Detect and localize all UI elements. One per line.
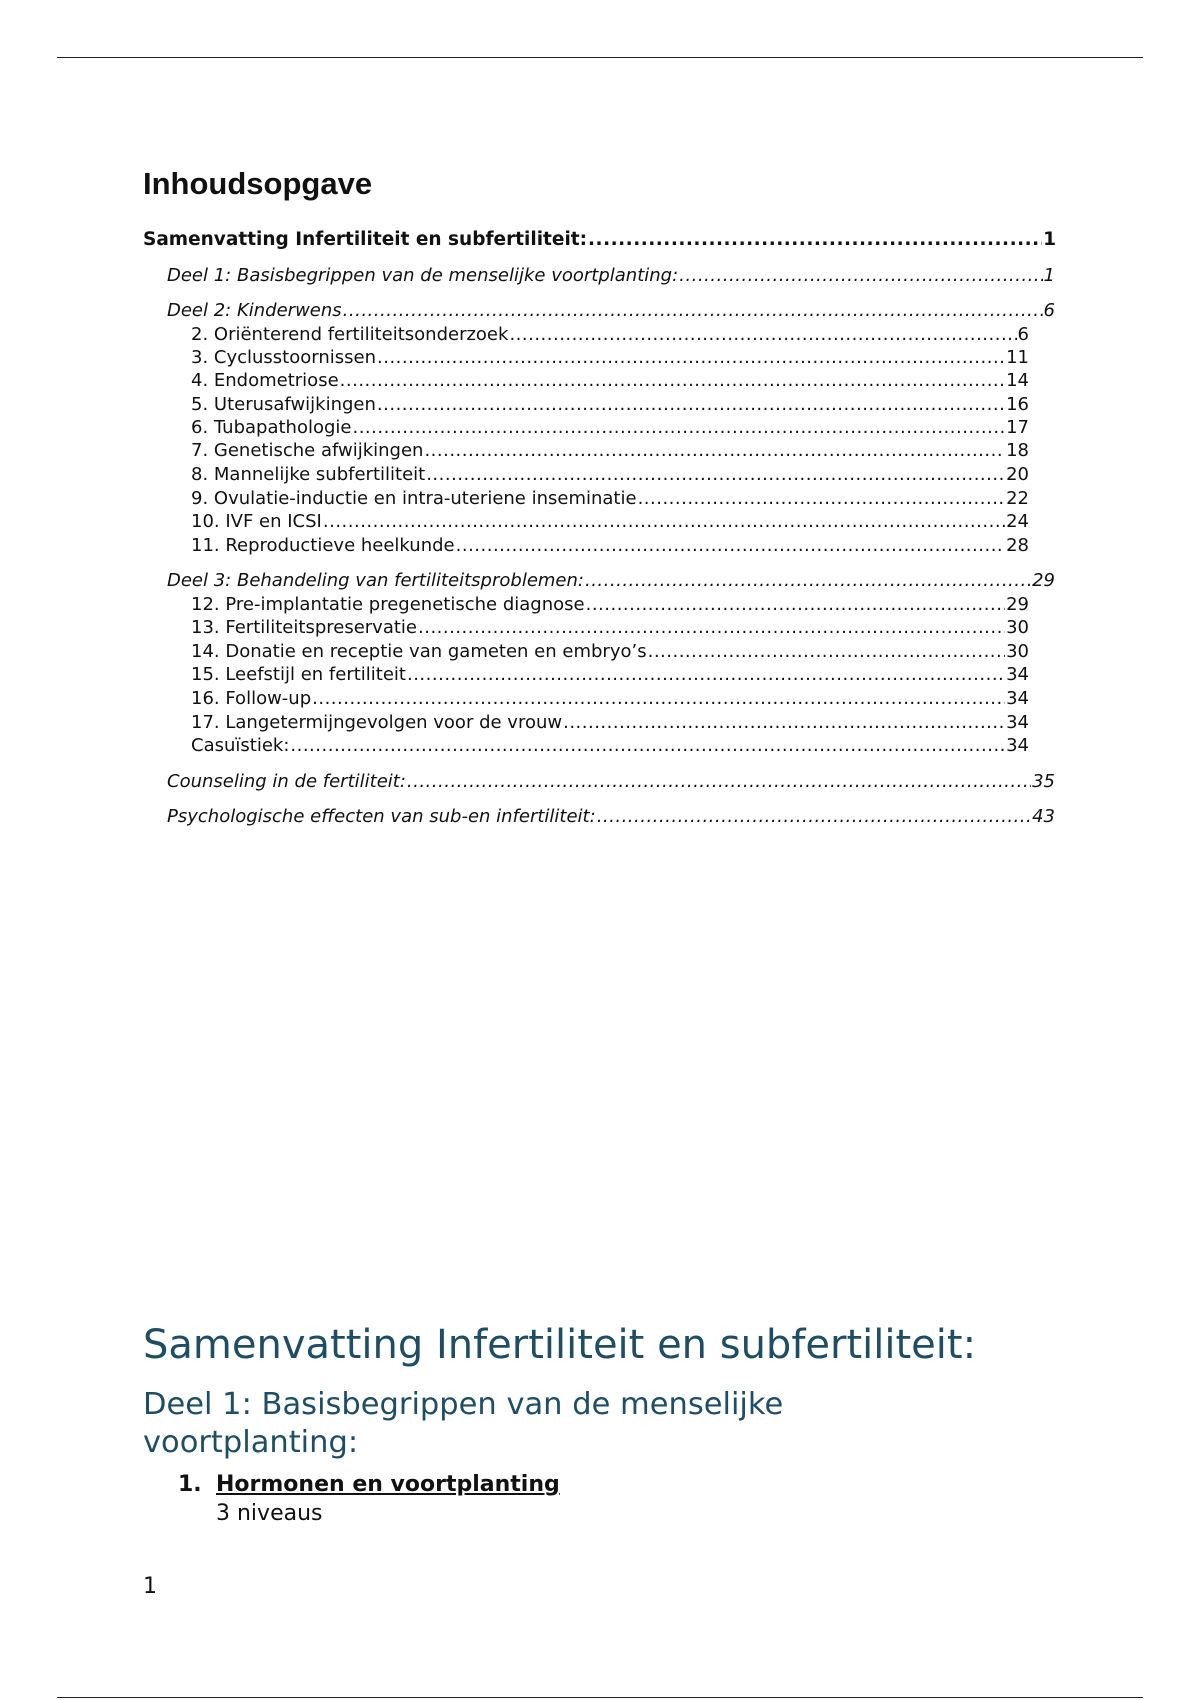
toc-page-number: 29 bbox=[1032, 570, 1055, 591]
toc-entry-label: 11. Reproductieve heelkunde bbox=[191, 535, 455, 556]
body-text: 3 niveaus bbox=[216, 1501, 323, 1526]
page-number: 1 bbox=[143, 1574, 157, 1599]
toc-leader bbox=[563, 712, 1005, 734]
list-item-number: 1. bbox=[178, 1472, 202, 1497]
toc-page-number: 34 bbox=[1006, 735, 1029, 756]
header-rule bbox=[57, 57, 1143, 58]
toc-entry-psychological[interactable] bbox=[167, 806, 1055, 828]
toc-leader bbox=[648, 641, 1006, 663]
toc-leader bbox=[407, 664, 1005, 686]
toc-entry[interactable] bbox=[191, 324, 1029, 346]
toc-entry-label: 17. Langetermijngevolgen voor de vrouw bbox=[191, 712, 563, 733]
toc-page-number: 1 bbox=[1043, 265, 1055, 286]
toc-entry[interactable] bbox=[191, 594, 1029, 616]
toc-page-number: 34 bbox=[1006, 712, 1029, 733]
toc-page-number: 6 bbox=[1017, 324, 1029, 345]
toc-page-number: 29 bbox=[1006, 594, 1029, 615]
toc-page-number: 17 bbox=[1006, 417, 1029, 438]
toc-leader bbox=[585, 570, 1031, 592]
footer-rule bbox=[57, 1697, 1143, 1698]
toc-entry-label: Counseling in de fertiliteit: bbox=[167, 771, 406, 792]
toc-entry-part3[interactable] bbox=[167, 570, 1055, 592]
toc-page-number: 14 bbox=[1006, 370, 1029, 391]
toc-entry-label: Samenvatting Infertiliteit en subfertiliteit: bbox=[143, 229, 588, 250]
toc-leader bbox=[323, 511, 1005, 533]
toc-leader bbox=[597, 806, 1031, 828]
toc-entry-label: 14. Donatie en receptie van gameten en embryo’s bbox=[191, 641, 647, 662]
section-subtitle: Deel 1: Basisbegrippen van de menselijke voortplanting: bbox=[143, 1387, 784, 1460]
toc-entry[interactable] bbox=[191, 712, 1029, 734]
toc-page-number: 30 bbox=[1006, 617, 1029, 638]
list-item-label: Hormonen en voortplanting bbox=[216, 1472, 560, 1497]
toc-leader bbox=[343, 300, 1043, 322]
toc-entry[interactable] bbox=[191, 417, 1029, 439]
toc-entry-label: 8. Mannelijke subfertiliteit bbox=[191, 464, 426, 485]
toc-page-number: 16 bbox=[1006, 394, 1029, 415]
toc-page-number: 35 bbox=[1032, 771, 1055, 792]
toc-leader bbox=[340, 370, 1005, 392]
toc-page-number: 18 bbox=[1006, 440, 1029, 461]
toc-entry-label: 12. Pre-implantatie pregenetische diagnose bbox=[191, 594, 585, 615]
toc-leader bbox=[377, 347, 1005, 369]
toc-entry-label: 6. Tubapathologie bbox=[191, 417, 352, 438]
toc-leader bbox=[418, 617, 1005, 639]
toc-page-number: 11 bbox=[1006, 347, 1029, 368]
toc-entry[interactable] bbox=[191, 394, 1029, 416]
toc-leader bbox=[426, 464, 1005, 486]
toc-heading: Inhoudsopgave bbox=[143, 166, 373, 201]
numbered-list-item bbox=[178, 1472, 560, 1497]
toc-entry-label: 10. IVF en ICSI bbox=[191, 511, 322, 532]
toc-entry-label: 7. Genetische afwijkingen bbox=[191, 440, 424, 461]
toc-entry-label: 15. Leefstijl en fertiliteit bbox=[191, 664, 406, 685]
toc-entry[interactable] bbox=[191, 641, 1029, 663]
toc-page-number: 6 bbox=[1043, 300, 1055, 321]
toc-entry[interactable] bbox=[191, 347, 1029, 369]
section-title: Samenvatting Infertiliteit en subfertiliteit: bbox=[143, 1322, 977, 1368]
toc-entry[interactable] bbox=[191, 535, 1029, 557]
toc-leader bbox=[679, 265, 1042, 287]
toc-leader bbox=[509, 324, 1016, 346]
toc-page-number: 24 bbox=[1006, 511, 1029, 532]
toc-page-number: 22 bbox=[1006, 488, 1029, 509]
toc-entry[interactable] bbox=[191, 511, 1029, 533]
toc-leader bbox=[586, 594, 1006, 616]
toc-entry-label: Deel 3: Behandeling van fertiliteitsproblemen: bbox=[167, 570, 584, 591]
toc-entry[interactable] bbox=[191, 735, 1029, 757]
toc-entry[interactable] bbox=[191, 617, 1029, 639]
toc-leader bbox=[377, 394, 1005, 416]
toc-entry[interactable] bbox=[191, 370, 1029, 392]
toc-entry-label: Psychologische effecten van sub-en infertiliteit: bbox=[167, 806, 596, 827]
toc-leader bbox=[290, 735, 1005, 757]
toc-page-number: 30 bbox=[1006, 641, 1029, 662]
toc-leader bbox=[638, 488, 1006, 510]
toc-entry-counseling[interactable] bbox=[167, 771, 1055, 793]
toc-page-number: 1 bbox=[1043, 229, 1056, 250]
toc-entry-label: 9. Ovulatie-inductie en intra-uteriene inseminatie bbox=[191, 488, 637, 509]
toc-entry-label: 4. Endometriose bbox=[191, 370, 339, 391]
toc-entry-label: 16. Follow-up bbox=[191, 688, 312, 709]
toc-page-number: 43 bbox=[1032, 806, 1055, 827]
toc-leader bbox=[456, 535, 1005, 557]
toc-entry[interactable] bbox=[191, 464, 1029, 486]
toc-leader bbox=[312, 688, 1005, 710]
toc-entry-label: Deel 2: Kinderwens bbox=[167, 300, 342, 321]
toc-entry-part1[interactable] bbox=[167, 265, 1055, 287]
toc-leader bbox=[424, 440, 1005, 462]
toc-entry[interactable] bbox=[191, 488, 1029, 510]
toc-leader bbox=[407, 771, 1031, 793]
toc-entry-label: 2. Oriënterend fertiliteitsonderzoek bbox=[191, 324, 509, 345]
toc-page-number: 28 bbox=[1006, 535, 1029, 556]
toc-entry[interactable] bbox=[191, 664, 1029, 686]
toc-leader bbox=[588, 229, 1042, 251]
toc-entry-label: 13. Fertiliteitspreservatie bbox=[191, 617, 417, 638]
toc-page-number: 34 bbox=[1006, 688, 1029, 709]
toc-entry-label: 3. Cyclusstoornissen bbox=[191, 347, 376, 368]
toc-entry-label: 5. Uterusafwijkingen bbox=[191, 394, 376, 415]
toc-entry[interactable] bbox=[191, 688, 1029, 710]
toc-entry-main[interactable] bbox=[143, 229, 1056, 251]
toc-entry[interactable] bbox=[191, 440, 1029, 462]
toc-page-number: 34 bbox=[1006, 664, 1029, 685]
toc-entry-part2[interactable] bbox=[167, 300, 1055, 322]
toc-leader bbox=[352, 417, 1005, 439]
toc-page-number: 20 bbox=[1006, 464, 1029, 485]
toc-entry-label: Casuïstiek: bbox=[191, 735, 290, 756]
toc-entry-label: Deel 1: Basisbegrippen van de menselijke voortplanting: bbox=[167, 265, 679, 286]
